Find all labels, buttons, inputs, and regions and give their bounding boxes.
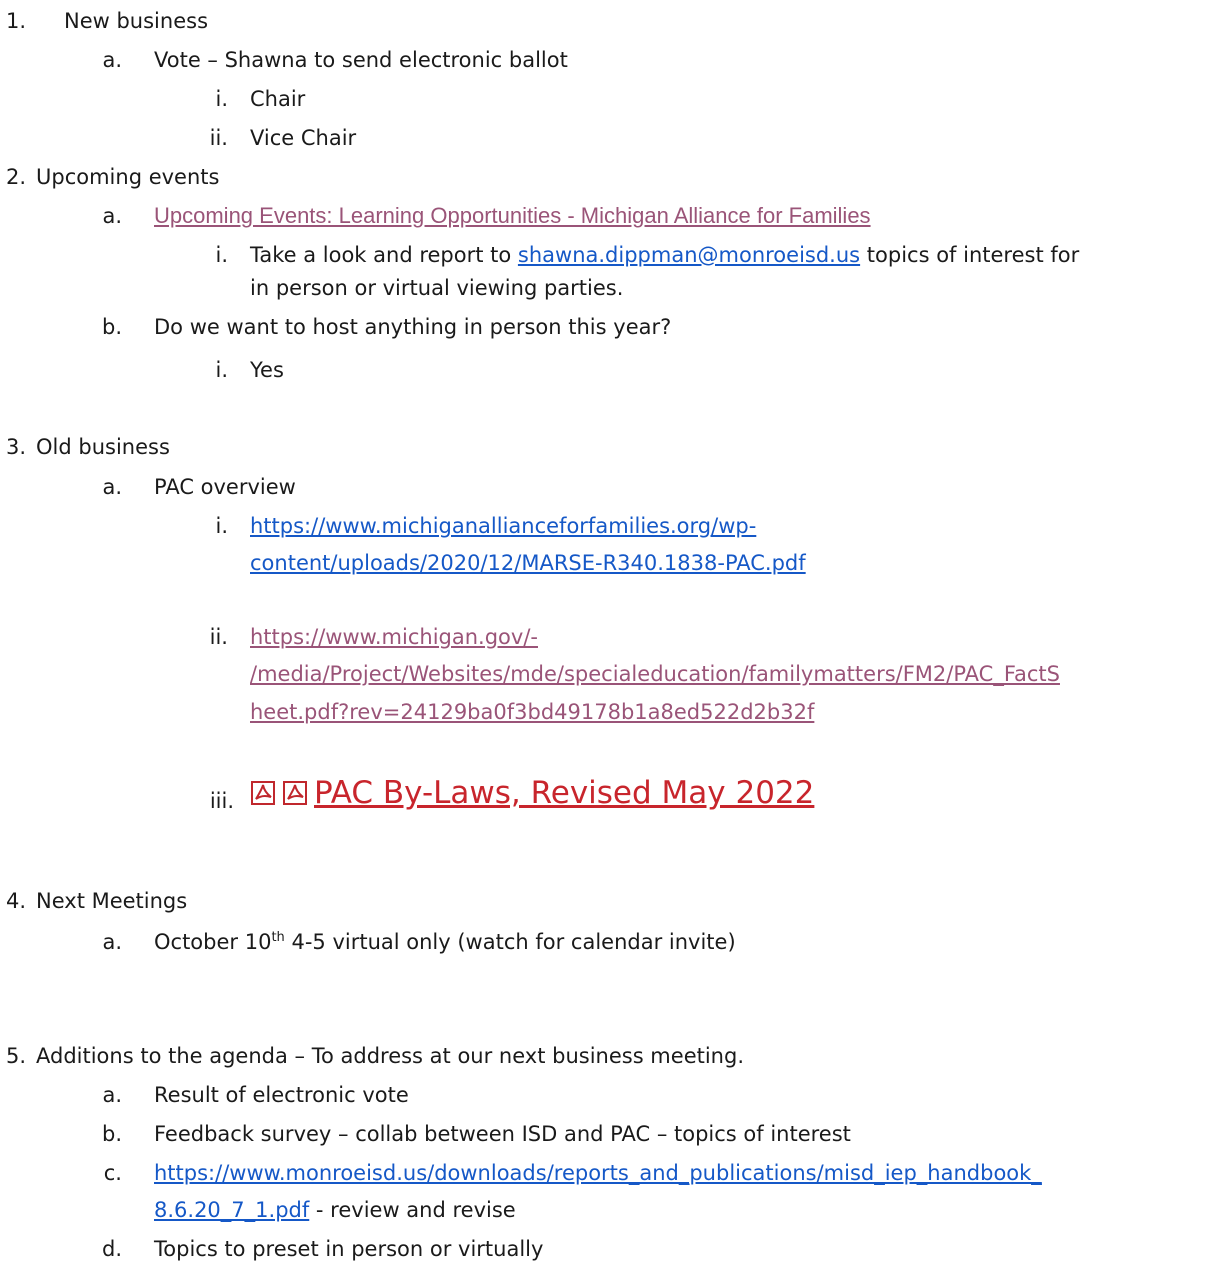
pac-rule-link-line2[interactable]: content/uploads/2020/12/MARSE-R340.1838-PAC.pdf (250, 551, 806, 575)
item-roman: ii. (209, 625, 228, 649)
list-item-text: - review and revise (309, 1198, 516, 1222)
pac-factsheet-link-line2[interactable]: /media/Project/Websites/mde/specialeducation/familymatters/FM2/PAC_FactS (250, 662, 1060, 686)
section-heading: Additions to the agenda – To address at our next business meeting. (36, 1044, 744, 1068)
item-letter: a. (102, 475, 122, 499)
ordinal-suffix: th (271, 930, 285, 945)
list-item: PAC overview (154, 475, 296, 499)
list-item: Chair (250, 87, 306, 111)
item-roman: i. (215, 243, 228, 267)
item-letter: d. (101, 1237, 122, 1261)
section-heading: Upcoming events (36, 165, 220, 189)
list-item: Vote – Shawna to send electronic ballot (154, 48, 568, 72)
item-letter: c. (103, 1161, 122, 1185)
section-heading: Old business (36, 435, 170, 459)
iep-handbook-link-line1[interactable]: https://www.monroeisd.us/downloads/reports_and_publications/misd_iep_handbook_ (154, 1161, 1042, 1185)
list-item: Topics to preset in person or virtually (154, 1237, 544, 1261)
list-item-continuation (154, 1195, 516, 1225)
list-item: Result of electronic vote (154, 1083, 409, 1107)
item-roman: i. (215, 87, 228, 111)
list-item: Do we want to host anything in person this year? (154, 315, 672, 339)
item-number: 1. (5, 9, 26, 33)
list-item: Yes (250, 358, 284, 382)
list-item: Vice Chair (250, 126, 357, 150)
item-number: 5. (5, 1044, 26, 1068)
meeting-details: 4-5 virtual only (watch for calendar invite) (284, 930, 736, 954)
item-letter: b. (101, 1122, 122, 1146)
pdf-icon (282, 772, 308, 798)
section-heading: New business (64, 9, 209, 33)
item-roman: ii. (209, 126, 228, 150)
list-item-continuation: in person or virtual viewing parties. (250, 276, 624, 300)
item-letter: a. (102, 930, 122, 954)
email-link[interactable]: shawna.dippman@monroeisd.us (517, 243, 861, 267)
item-roman: i. (215, 358, 228, 382)
item-letter: a. (102, 204, 122, 228)
pdf-icon (250, 772, 276, 798)
upcoming-events-link[interactable]: Upcoming Events: Learning Opportunities - Michigan Alliance for Families (154, 203, 871, 228)
section-heading: Next Meetings (36, 889, 188, 913)
item-roman: iii. (209, 789, 234, 813)
list-item (250, 240, 1079, 270)
list-item-text: topics of interest for (860, 243, 1080, 267)
item-letter: b. (101, 315, 122, 339)
item-roman: i. (215, 514, 228, 538)
pac-rule-link-line1[interactable]: https://www.michiganallianceforfamilies.org/wp- (250, 514, 757, 538)
list-item (154, 927, 736, 957)
item-letter: a. (102, 48, 122, 72)
pac-factsheet-link-line1[interactable]: https://www.michigan.gov/- (250, 625, 538, 649)
list-item-text: Take a look and report to (250, 243, 518, 267)
item-letter: a. (102, 1083, 122, 1107)
pac-factsheet-link-line3[interactable]: heet.pdf?rev=24129ba0f3bd49178b1a8ed522d2b32f (250, 700, 815, 724)
bylaws-line (250, 766, 814, 823)
iep-handbook-link-line2[interactable]: 8.6.20_7_1.pdf (154, 1198, 310, 1222)
meeting-date: October 10 (154, 930, 272, 954)
list-item: Feedback survey – collab between ISD and PAC – topics of interest (154, 1122, 851, 1146)
item-number: 4. (5, 889, 26, 913)
bylaws-link[interactable]: PAC By-Laws, Revised May 2022 (314, 775, 815, 811)
item-number: 3. (5, 435, 26, 459)
item-number: 2. (5, 165, 26, 189)
